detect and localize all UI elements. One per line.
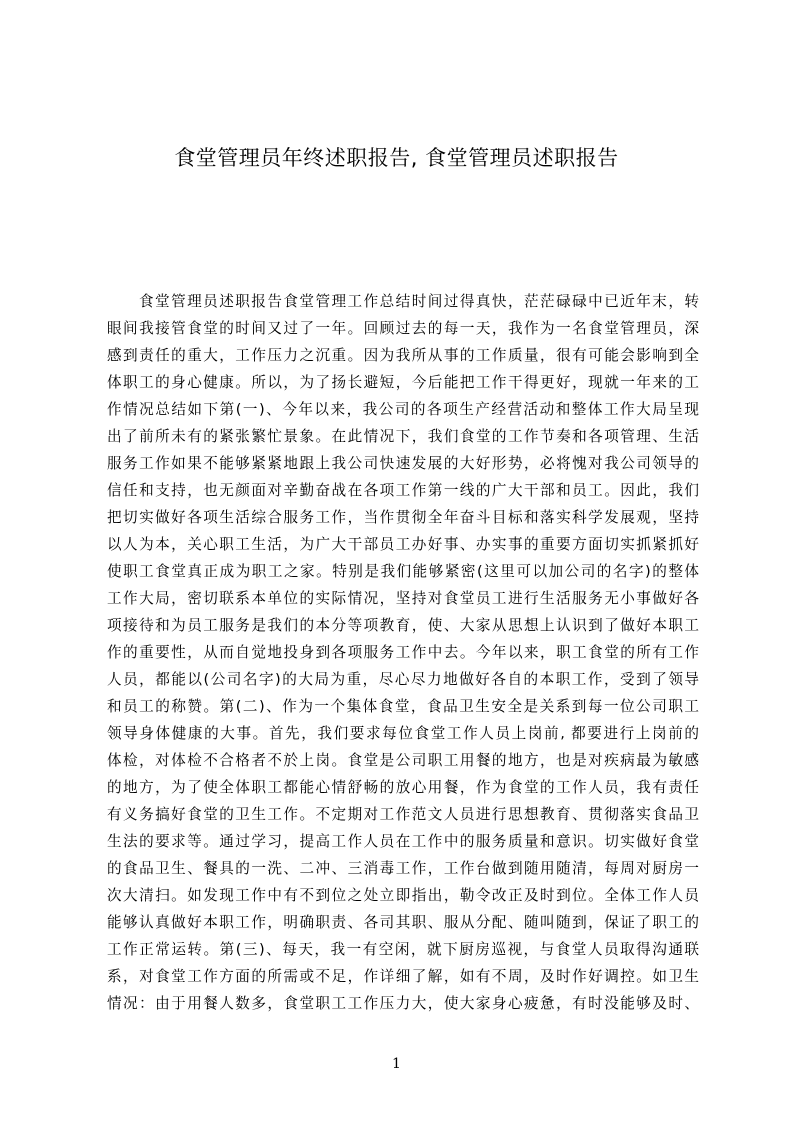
text-line: 把切实做好各项生活综合服务工作，当作贯彻全年奋斗目标和落实科学发展观，坚持 — [107, 509, 699, 526]
text-line: 人员，都能以(公司名字)的大局为重，尽心尽力地做好各自的本职工作，受到了领导 — [107, 671, 699, 688]
text-line: 使职工食堂真正成为职工之家。特别是我们能够紧密(这里可以加公司的名字)的整体 — [107, 563, 699, 580]
body-paragraph — [107, 288, 699, 1017]
text-line: 以人为本，关心职工生活，为广大干部员工办好事、办实事的重要方面切实抓紧抓好 — [107, 536, 699, 553]
text-line: 的食品卫生、餐具的一洗、二冲、三消毒工作，工作台做到随用随清，每周对厨房一 — [107, 860, 699, 877]
text-line: 体职工的身心健康。所以，为了扬长避短，今后能把工作干得更好，现就一年来的工 — [107, 374, 699, 391]
text-line: 服务工作如果不能够紧紧地跟上我公司快速发展的大好形势，必将愧对我公司领导的 — [107, 455, 699, 472]
text-line: 次大清扫。如发现工作中有不到位之处立即指出，勒令改正及时到位。全体工作人员 — [107, 887, 699, 904]
text-line: 工作正常运转。第(三)、每天，我一有空闲，就下厨房巡视，与食堂人员取得沟通联 — [107, 941, 699, 958]
text-line: 系，对食堂工作方面的所需或不足，作详细了解，如有不周，及时作好调控。如卫生 — [107, 968, 699, 985]
document-title: 食堂管理员年终述职报告, 食堂管理员述职报告 — [174, 146, 619, 170]
text-line: 的地方，为了使全体职工都能心情舒畅的放心用餐，作为食堂的工作人员，我有责任 — [107, 779, 699, 796]
text-line: 信任和支持，也无颜面对辛勤奋战在各项工作第一线的广大干部和员工。因此，我们 — [107, 482, 699, 499]
text-line: 出了前所未有的紧张繁忙景象。在此情况下，我们食堂的工作节奏和各项管理、生活 — [107, 428, 699, 445]
text-line: 项接待和为员工服务是我们的本分等项教育，使、大家从思想上认识到了做好本职工 — [107, 617, 699, 634]
text-line: 有义务搞好食堂的卫生工作。不定期对工作范文人员进行思想教育、贯彻落实食品卫 — [107, 806, 699, 823]
text-line: 眼间我接管食堂的时间又过了一年。回顾过去的每一天，我作为一名食堂管理员，深 — [107, 320, 699, 337]
text-line: 食堂管理员述职报告食堂管理工作总结时间过得真快，茫茫碌碌中已近年末，转 — [139, 293, 699, 310]
text-line: 作情况总结如下第(一)、今年以来，我公司的各项生产经营活动和整体工作大局呈现 — [107, 401, 699, 418]
page-number: 1 — [392, 1056, 401, 1072]
text-line: 能够认真做好本职工作，明确职责、各司其职、服从分配、随叫随到，保证了职工的 — [107, 914, 699, 931]
text-line: 和员工的称赞。第(二)、作为一个集体食堂，食品卫生安全是关系到每一位公司职工 — [107, 698, 699, 715]
text-line: 情况：由于用餐人数多，食堂职工工作压力大，使大家身心疲惫，有时没能够及时、 — [107, 995, 699, 1012]
text-line: 作的重要性，从而自觉地投身到各项服务工作中去。今年以来，职工食堂的所有工作 — [107, 644, 699, 661]
text-line: 体检，对体检不合格者不於上岗。食堂是公司职工用餐的地方，也是对疾病最为敏感 — [107, 752, 699, 769]
text-line: 生法的要求等。通过学习，提高工作人员在工作中的服务质量和意识。切实做好食堂 — [107, 833, 699, 850]
text-line: 领导身体健康的大事。首先，我们要求每位食堂工作人员上岗前, 都要进行上岗前的 — [107, 725, 699, 742]
text-line: 工作大局，密切联系本单位的实际情况，坚持对食堂员工进行生活服务无小事做好各 — [107, 590, 699, 607]
text-line: 感到责任的重大，工作压力之沉重。因为我所从事的工作质量，很有可能会影响到全 — [107, 347, 699, 364]
